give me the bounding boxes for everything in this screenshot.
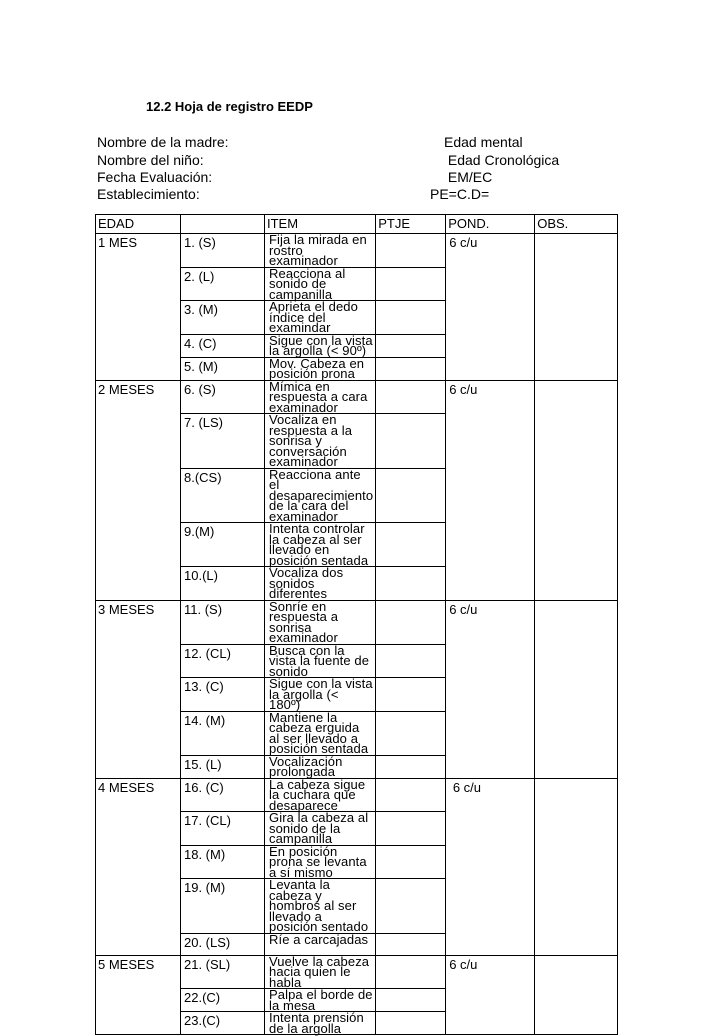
page-title: 12.2 Hoja de registro EEDP [146,99,313,114]
score-cell[interactable] [376,755,446,778]
score-cell[interactable] [376,711,446,755]
item-description: Vocaliza dos sonidos diferentes [265,567,376,601]
evaluation-date-label: Fecha Evaluación: [97,169,213,185]
item-code: 2. (L) [181,267,265,301]
item-code: 8.(CS) [181,468,265,523]
table-row [96,380,618,414]
obs-cell[interactable] [535,955,618,1035]
item-code: 14. (M) [181,711,265,755]
score-cell[interactable] [376,267,446,301]
item-code: 1. (S) [181,234,265,268]
item-description: Palpa el borde de la mesa [265,989,376,1012]
item-code: 10.(L) [181,567,265,601]
score-cell[interactable] [376,334,446,357]
item-description: Vuelve la cabeza hacia quien le habla [265,955,376,989]
pond-cell: 6 c/u [446,380,535,600]
establishment-label: Establecimiento: [97,186,200,202]
item-description: Sigue con la vista la argolla (< 180º) [265,678,376,712]
score-cell[interactable] [376,380,446,414]
score-cell[interactable] [376,301,446,335]
item-code: 12. (CL) [181,644,265,678]
item-description: Intenta controlar la cabeza al ser llevado en posición sentada [265,523,376,567]
pond-cell: 6 c/u [446,955,535,1035]
score-cell[interactable] [376,644,446,678]
item-code: 13. (C) [181,678,265,712]
score-cell[interactable] [376,468,446,523]
item-description: Intenta prensión de la argolla [265,1012,376,1035]
item-code: 22.(C) [181,989,265,1012]
child-name-label: Nombre del niño: [97,152,204,168]
table-header-row [96,215,618,234]
score-cell[interactable] [376,1012,446,1035]
table-row [96,955,618,989]
item-code: 15. (L) [181,755,265,778]
age-cell: 2 MESES [96,380,181,600]
score-cell[interactable] [376,989,446,1012]
score-cell[interactable] [376,523,446,567]
score-cell[interactable] [376,234,446,268]
item-description: Ríe a carcajadas [265,933,376,955]
pond-cell: 6 c/u [446,600,535,778]
mental-age-label: Edad mental [444,134,523,150]
item-description: Mov. Cabeza en posición prona [265,357,376,380]
item-code: 5. (M) [181,357,265,380]
item-code: 17. (CL) [181,812,265,846]
score-cell[interactable] [376,778,446,812]
item-code: 11. (S) [181,600,265,644]
item-description: Vocaliza en respuesta a la sonrisa y conversación examinador [265,414,376,469]
item-description: Sigue con la vista la argolla (< 90º) [265,334,376,357]
item-code: 9.(M) [181,523,265,567]
item-description: Reacciona ante el desaparecimiento de la cara del examinador [265,468,376,523]
table-row [96,600,618,644]
score-cell[interactable] [376,845,446,879]
score-cell[interactable] [376,357,446,380]
score-cell[interactable] [376,678,446,712]
pond-cell: 6 c/u [446,778,535,955]
em-ec-label: EM/EC [444,169,493,185]
item-description: Reacciona al sonido de campanilla [265,267,376,301]
score-cell[interactable] [376,955,446,989]
item-code: 18. (M) [181,845,265,879]
col-header-item: ITEM [265,215,376,234]
item-description: Vocalización prolongada [265,755,376,778]
col-header-blank [181,215,265,234]
chronological-age-label: Edad Cronológica [444,152,560,168]
pond-cell: 6 c/u [446,234,535,381]
col-header-ptje: PTJE [376,215,446,234]
item-description: Mímica en respuesta a cara examinador [265,380,376,414]
item-description: Mantiene la cabeza erguida al ser llevado a posición sentada [265,711,376,755]
item-code: 4. (C) [181,334,265,357]
obs-cell[interactable] [535,600,618,778]
age-cell: 1 MES [96,234,181,381]
item-code: 6. (S) [181,380,265,414]
obs-cell[interactable] [535,234,618,381]
score-cell[interactable] [376,812,446,846]
age-cell: 4 MESES [96,778,181,955]
col-header-pond: POND. [446,215,535,234]
age-cell: 5 MESES [96,955,181,1035]
score-cell[interactable] [376,933,446,955]
mother-name-label: Nombre de la madre: [97,134,229,150]
item-code: 19. (M) [181,879,265,934]
item-description: Sonríe en respuesta a sonrisa examinador [265,600,376,644]
col-header-obs: OBS. [535,215,618,234]
col-header-edad: EDAD [96,215,181,234]
item-description: En posición prona se levanta a sí mismo [265,845,376,879]
item-description: La cabeza sigue la cuchara que desaparece [265,778,376,812]
item-description: Aprieta el dedo índice del examindar [265,301,376,335]
item-code: 16. (C) [181,778,265,812]
item-code: 21. (SL) [181,955,265,989]
item-code: 23.(C) [181,1012,265,1035]
item-code: 3. (M) [181,301,265,335]
table-row [96,234,618,268]
item-description: Gira la cabeza al sonido de la campanilla [265,812,376,846]
record-table [95,214,618,1035]
age-cell: 3 MESES [96,600,181,778]
obs-cell[interactable] [535,380,618,600]
item-code: 7. (LS) [181,414,265,469]
score-cell[interactable] [376,879,446,934]
score-cell[interactable] [376,414,446,469]
pe-cd-label: PE=C.D= [430,186,490,202]
obs-cell[interactable] [535,778,618,955]
item-description: Busca con la vista la fuente de sonido [265,644,376,678]
table-row [96,778,618,812]
item-description: Fija la mirada en rostro examinador [265,234,376,268]
score-cell[interactable] [376,567,446,601]
item-code: 20. (LS) [181,933,265,955]
score-cell[interactable] [376,600,446,644]
item-description: Levanta la cabeza y hombros al ser llevado a posición sentado [265,879,376,934]
